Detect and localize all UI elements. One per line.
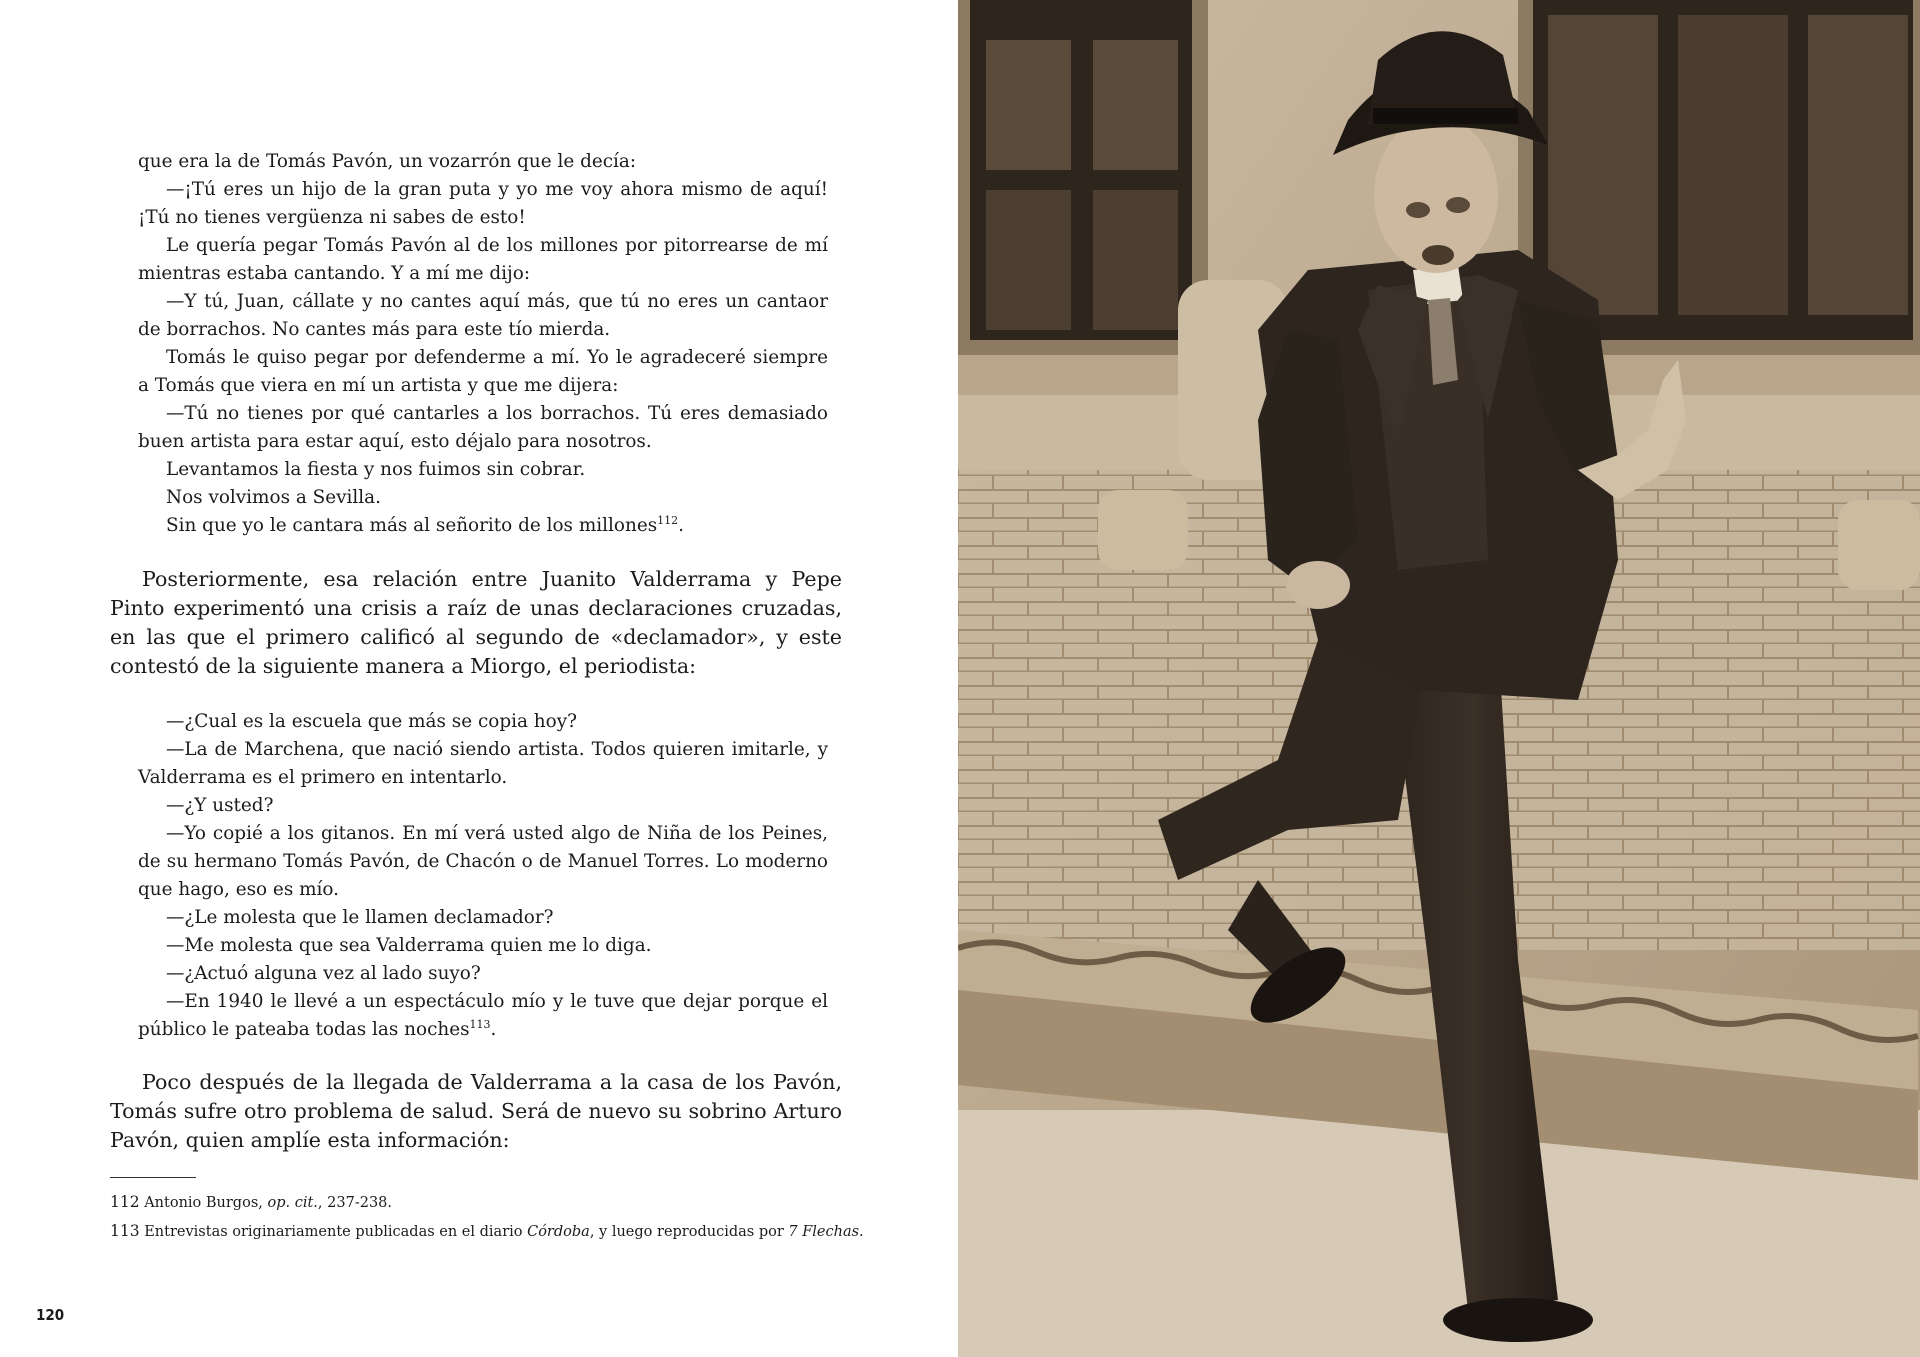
footnote-113: [110, 1217, 870, 1246]
footnotes: [110, 1188, 870, 1246]
footnote-text: Antonio Burgos,: [144, 1195, 268, 1211]
footnote-italic: 7 Flechas: [788, 1224, 860, 1240]
text-column: [110, 148, 842, 1155]
quote-2-line-1: —¿Cual es la escuela que más se copia hoy?: [166, 711, 577, 732]
quote-1-line-7: Levantamos la fiesta y nos fuimos sin cobrar.: [166, 459, 586, 480]
footnote-ref-112[interactable]: 112: [657, 513, 679, 527]
quote-2-line-8-text: —En 1940 le llevé a un espectáculo mío y le tuve que dejar porque el público le pateaba todas las noches: [138, 991, 828, 1040]
body-paragraph-2: Poco después de la llegada de Valderrama a la casa de los Pavón, Tomás sufre otro problema de salud. Será de nuevo su sobrino Arturo Pavón, quien amplíe esta información:: [110, 1070, 842, 1152]
quote-1-line-9: Sin que yo le cantara más al señorito de los millones$^{112}$.: [166, 513, 685, 536]
footnote-italic: op. cit.: [267, 1195, 318, 1211]
footnote-divider: [110, 1177, 196, 1178]
footnote-text: .: [859, 1224, 864, 1240]
quote-2-line-8: —En 1940 le llevé a un espectáculo mío y le tuve que dejar porque el público le pateaba todas las noches$^{113}$.: [138, 991, 828, 1040]
footnote-text: Entrevistas originariamente publicadas en el diario: [144, 1224, 528, 1240]
footnote-text: , y luego reproducidas por: [589, 1224, 789, 1240]
page-number: 120: [36, 1306, 65, 1324]
quote-1-line-2: —¡Tú eres un hijo de la gran puta y yo me voy ahora mismo de aquí! ¡Tú no tienes vergüenza ni sabes de esto!: [138, 179, 828, 228]
quote-1-line-8: Nos volvimos a Sevilla.: [166, 487, 381, 508]
quote-1-line-5: Tomás le quiso pegar por defenderme a mí. Yo le agradeceré siempre a Tomás que viera en mí un artista y que me dijera:: [138, 347, 828, 396]
bracket-left: [1098, 490, 1188, 570]
block-quote-2: [138, 708, 828, 1044]
spacer: [110, 1044, 842, 1068]
quote-2-line-7: —¿Actuó alguna vez al lado suyo?: [166, 963, 481, 984]
quote-1-line-6: —Tú no tienes por qué cantarles a los borrachos. Tú eres demasiado buen artista para estar aquí, esto déjalo para nosotros.: [138, 403, 828, 452]
quote-2-line-6: —Me molesta que sea Valderrama quien me lo diga.: [166, 935, 652, 956]
footnote-number: 112: [110, 1193, 140, 1211]
footnote-italic: Córdoba: [527, 1224, 590, 1240]
spacer: [110, 681, 842, 708]
footnote-number: 113: [110, 1222, 140, 1240]
body-paragraph-1: Posteriormente, esa relación entre Juanito Valderrama y Pepe Pinto experimentó una crisis a raíz de unas declaraciones cruzadas, en las que el primero calificó al segundo de «declamador», y este contestó de la siguiente manera a Miorgo, el periodista:: [110, 567, 842, 678]
photo-icon: [958, 0, 1920, 1357]
footnote-text: , 237-238.: [317, 1195, 393, 1211]
quote-2-line-3: —¿Y usted?: [166, 795, 274, 816]
window-left: [958, 0, 1208, 355]
footnote-ref-113[interactable]: 113: [469, 1017, 491, 1031]
left-page: [0, 0, 958, 1357]
quote-1-line-9-text: Sin que yo le cantara más al señorito de los millones: [166, 515, 658, 536]
spacer: [110, 540, 842, 565]
bracket-right: [1838, 500, 1920, 590]
footnote-112: [110, 1188, 870, 1217]
quote-1-line-4: —Y tú, Juan, cállate y no cantes aquí más, que tú no eres un cantaor de borrachos. No cantes más para este tío mierda.: [138, 291, 828, 340]
quote-2-line-4: —Yo copié a los gitanos. En mí verá usted algo de Niña de los Peines, de su hermano Tomás Pavón, de Chacón o de Manuel Torres. Lo moderno que hago, eso es mío.: [138, 823, 828, 900]
quote-1-line-1: que era la de Tomás Pavón, un vozarrón que le decía:: [138, 151, 637, 172]
block-quote-1: [138, 148, 828, 540]
photo-illustration: [958, 0, 1920, 1357]
quote-1-line-3: Le quería pegar Tomás Pavón al de los millones por pitorrearse de mí mientras estaba cantando. Y a mí me dijo:: [138, 235, 828, 284]
quote-2-line-2: —La de Marchena, que nació siendo artista. Todos quieren imitarle, y Valderrama es el primero en intentarlo.: [138, 739, 828, 788]
quote-2-line-5: —¿Le molesta que le llamen declamador?: [166, 907, 554, 928]
